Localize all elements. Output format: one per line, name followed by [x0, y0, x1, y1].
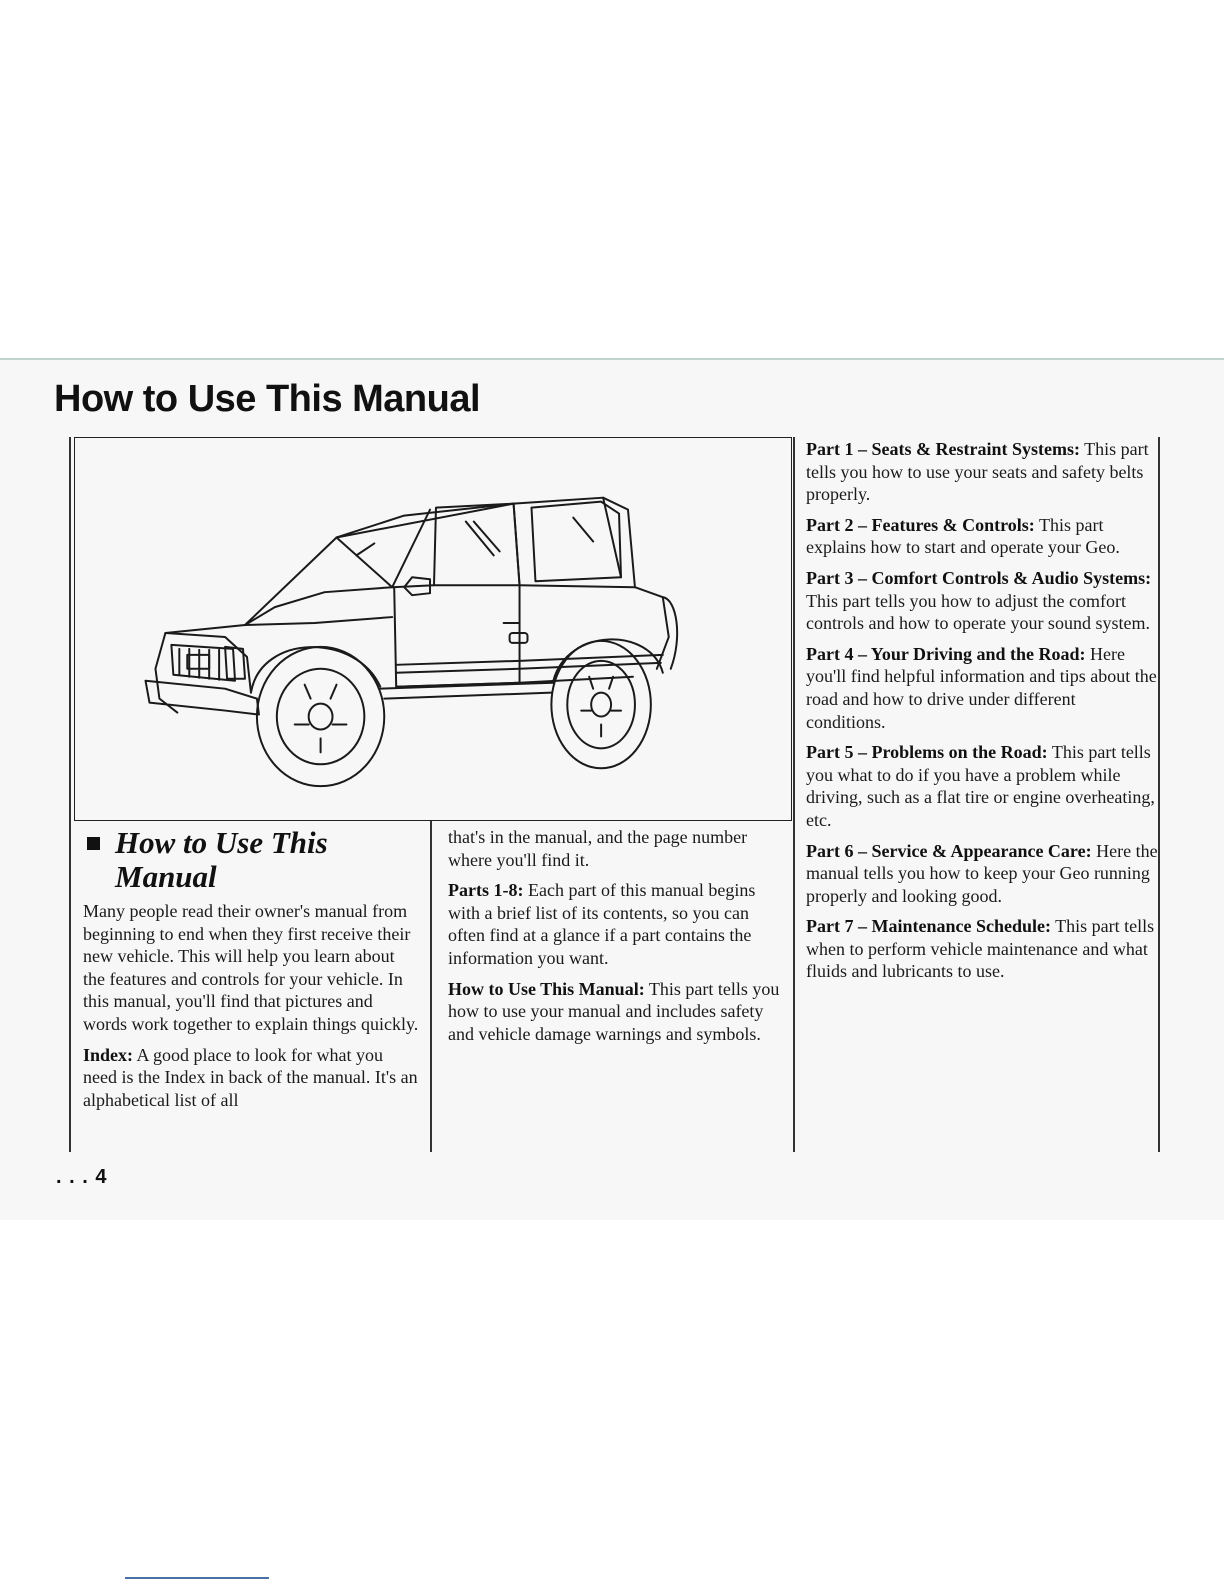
- index-text: A good place to look for what you need is the Index in back of the manual. It's an alphabetical list of all: [83, 1044, 418, 1110]
- part-6-label: Part 6 – Service & Appearance Care:: [806, 840, 1092, 861]
- parts-text: Each part of this manual begins with a brief list of its contents, so you can often find at a glance if a part contains the information you want.: [448, 880, 756, 968]
- column-rule-right-inner: [793, 437, 795, 1152]
- part-6-text: Here the manual tells you how to keep your Geo running properly and looking good.: [806, 840, 1158, 906]
- vehicle-illustration-frame: [74, 437, 792, 821]
- square-bullet-icon: [87, 837, 100, 850]
- column-1: [83, 826, 419, 1119]
- intro-paragraph: Many people read their owner's manual from beginning to end when they first receive their new vehicle. This will help you learn about the features and controls for your vehicle. In this manual, you'll find that pictures and words work together to explain things quickly.: [83, 901, 419, 1034]
- part-4-label: Part 4 – Your Driving and the Road:: [806, 643, 1086, 664]
- section-heading: [83, 826, 419, 894]
- howto-paragraph: [448, 978, 786, 1046]
- howto-label: How to Use This Manual:: [448, 978, 645, 999]
- part-4-text: Here you'll find helpful information and tips about the road and how to drive under different conditions.: [806, 643, 1157, 732]
- column-rule-middle: [430, 821, 432, 1152]
- part-2-label: Part 2 – Features & Controls:: [806, 514, 1035, 535]
- part-3-label: Part 3 – Comfort Controls & Audio Systems:: [806, 567, 1152, 588]
- index-continuation: that's in the manual, and the page number where you'll find it.: [448, 827, 748, 870]
- section-heading-text: How to Use This Manual: [115, 825, 328, 894]
- part-5-text: This part tells you what to do if you have a problem while driving, such as a flat tire or engine overheating, etc.: [806, 742, 1155, 830]
- part-2-paragraph: [806, 514, 1158, 559]
- top-rule: [0, 358, 1224, 360]
- page-number: . . . 4: [56, 1166, 108, 1188]
- part-6-paragraph: [806, 840, 1158, 908]
- part-7-label: Part 7 – Maintenance Schedule:: [806, 916, 1051, 937]
- part-4-paragraph: [806, 643, 1158, 733]
- parts-paragraph: [448, 879, 786, 969]
- parts-label: Parts 1-8:: [448, 880, 524, 901]
- part-7-text: This part tells when to perform vehicle maintenance and what fluids and lubricants to use.: [806, 916, 1155, 982]
- part-7-paragraph: [806, 915, 1158, 983]
- suv-vehicle-icon: [75, 438, 791, 820]
- index-label: Index:: [83, 1044, 134, 1065]
- part-1-text: This part tells you how to use your seats and safety belts properly.: [806, 439, 1149, 505]
- part-5-paragraph: [806, 741, 1158, 831]
- part-2-text: This part explains how to start and operate your Geo.: [806, 514, 1120, 558]
- column-rule-left: [69, 437, 71, 1152]
- part-3-paragraph: [806, 567, 1158, 635]
- howto-text: This part tells you how to use your manual and includes safety and vehicle damage warnings and symbols.: [448, 978, 780, 1044]
- page-title: How to Use This Manual: [54, 378, 481, 420]
- column-rule-far-right: [1158, 437, 1160, 1152]
- column-3: [806, 438, 1158, 991]
- column-2: [448, 826, 786, 1053]
- part-3-text: This part tells you how to adjust the comfort controls and how to operate your sound system.: [806, 590, 1150, 634]
- part-1-paragraph: [806, 438, 1158, 506]
- part-5-label: Part 5 – Problems on the Road:: [806, 742, 1048, 763]
- part-1-label: Part 1 – Seats & Restraint Systems:: [806, 439, 1080, 459]
- index-paragraph: [83, 1044, 419, 1112]
- bottom-link-rule: [125, 1577, 269, 1579]
